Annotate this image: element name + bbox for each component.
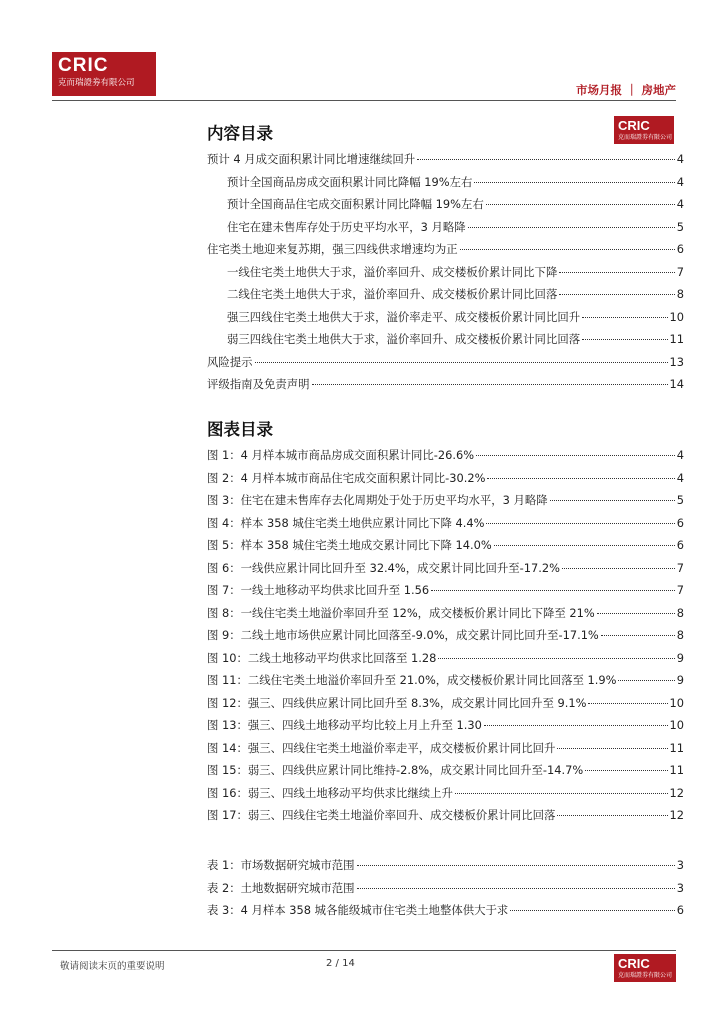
entry-page: 9 [676,673,684,687]
figure-entry[interactable] [207,467,684,490]
figure-entry[interactable] [207,444,684,467]
entry-title: 图 8：一线住宅类土地溢价率回升至 12%，成交楼板价累计同比下降至 21% [207,605,595,620]
entry-page: 4 [676,197,684,211]
entry-title: 图 5：样本 358 城住宅类土地成交累计同比下降 14.0% [207,538,492,552]
toc-entry[interactable] [207,171,684,194]
entry-page: 14 [669,377,684,391]
entry-title: 图 2：4 月样本城市商品住宅成交面积累计同比-30.2% [207,470,486,485]
entry-page: 6 [676,515,684,530]
figure-entry[interactable] [207,624,684,647]
figure-entry[interactable] [207,737,684,760]
contents-list [207,148,684,396]
page-number: 2 / 14 [326,958,355,969]
logo-brand: CRIC [618,956,650,971]
dot-leader [510,910,674,911]
entry-title: 图 12：强三、四线供应累计同比回升至 8.3%，成交累计同比回升至 9.1% [207,695,587,710]
toc-entry[interactable] [207,306,684,329]
dot-leader [557,815,667,816]
figure-entry[interactable] [207,714,684,737]
dot-leader [582,317,667,318]
footer-logo [614,954,676,982]
entry-title: 图 11：二线住宅类土地溢价率回升至 21.0%，成交楼板价累计同比回落至 1.9% [207,673,617,687]
dot-leader [486,523,674,524]
figure-entry[interactable] [207,782,684,805]
dot-leader [557,748,667,749]
figure-entry[interactable] [207,759,684,782]
entry-title: 图 6：一线供应累计同比回升至 32.4%，成交累计同比回升至-17.2% [207,560,560,575]
dot-leader [357,888,675,889]
dot-leader [312,384,668,385]
entry-page: 8 [676,628,684,642]
dot-leader [585,770,667,771]
toc-entry[interactable] [207,373,684,396]
entry-title: 图 10：二线土地移动平均供求比回落至 1.28 [207,650,437,665]
header-tag: 市场月报 ｜ 房地产 [575,83,676,97]
entry-page: 6 [676,242,684,256]
dot-leader [417,159,675,160]
dot-leader [455,793,668,794]
toc-entry[interactable] [207,238,684,261]
figure-entry[interactable] [207,669,684,692]
entry-page: 4 [676,174,684,189]
dot-leader [588,703,667,704]
footer-divider [52,950,676,951]
figure-entry[interactable] [207,534,684,557]
entry-page: 7 [676,264,684,279]
figure-entry[interactable] [207,489,684,512]
entry-title: 弱三四线住宅类土地供大于求，溢价率回升、成交楼板价累计同比回落 [227,332,581,346]
dot-leader [559,272,674,273]
entry-title: 图 4：样本 358 城住宅类土地供应累计同比下降 4.4% [207,515,485,530]
dot-leader [255,362,668,363]
entry-title: 评级指南及免责声明 [207,377,310,391]
footer-note: 敬请阅读末页的重要说明 [60,961,165,972]
logo-company: 克而瑞證劵有限公司 [618,134,673,141]
entry-page: 6 [676,538,684,552]
entry-page: 12 [669,808,684,822]
tables-list [207,854,684,922]
dot-leader [562,568,675,569]
figure-entry[interactable] [207,512,684,535]
entry-page: 3 [676,880,684,895]
entry-title: 图 13：强三、四线土地移动平均比较上月上升至 1.30 [207,718,482,732]
entry-page: 4 [676,448,684,462]
dot-leader [582,339,667,340]
dot-leader [487,478,674,479]
table-entry[interactable] [207,899,684,922]
toc-entry[interactable] [207,216,684,239]
entry-title: 预计全国商品房成交面积累计同比降幅 19%左右 [227,174,473,189]
figures-title: 图表目录 [207,420,273,439]
figure-entry[interactable] [207,804,684,827]
entry-page: 8 [676,287,684,301]
entry-page: 5 [676,493,684,507]
figure-entry[interactable] [207,692,684,715]
header-divider [52,100,676,101]
entry-title: 住宅在建未售库存处于历史平均水平，3 月略降 [227,219,466,234]
entry-title: 图 15：弱三、四线供应累计同比维持-2.8%，成交累计同比回升至-14.7% [207,763,584,777]
entry-title: 预计全国商品住宅成交面积累计同比降幅 19%左右 [227,197,484,211]
toc-entry[interactable] [207,283,684,306]
logo-brand: CRIC [58,55,109,76]
dot-leader [476,455,675,456]
dot-leader [438,658,674,659]
entry-page: 13 [669,354,684,369]
entry-title: 图 1：4 月样本城市商品房成交面积累计同比-26.6% [207,448,475,462]
entry-title: 表 3：4 月样本 358 城各能级城市住宅类土地整体供大于求 [207,903,509,917]
entry-title: 预计 4 月成交面积累计同比增速继续回升 [207,152,416,166]
entry-title: 表 2：土地数据研究城市范围 [207,880,355,895]
entry-page: 11 [669,740,684,755]
entry-title: 图 9：二线土地市场供应累计同比回落至-9.0%，成交累计同比回升至-17.1% [207,628,599,642]
figures-list [207,444,684,827]
toc-entry[interactable] [207,261,684,284]
entry-title: 图 3：住宅在建未售库存去化周期处于处于历史平均水平，3 月略降 [207,493,548,507]
dot-leader [484,725,668,726]
entry-page: 11 [669,763,684,777]
entry-page: 9 [676,650,684,665]
entry-page: 4 [676,470,684,485]
dot-leader [597,613,675,614]
table-entry[interactable] [207,854,684,877]
entry-page: 8 [676,605,684,620]
entry-title: 风险提示 [207,354,253,369]
toc-entry[interactable] [207,328,684,351]
dot-leader [357,865,675,866]
dot-leader [431,590,675,591]
entry-title: 图 14：强三、四线住宅类土地溢价率走平，成交楼板价累计同比回升 [207,740,556,755]
entry-title: 图 16：弱三、四线土地移动平均供求比继续上升 [207,785,453,800]
table-entry[interactable] [207,877,684,900]
dot-leader [486,204,675,205]
entry-page: 3 [676,858,684,872]
contents-title: 内容目录 [207,124,273,143]
entry-title: 表 1：市场数据研究城市范围 [207,858,355,872]
entry-page: 12 [669,785,684,800]
entry-page: 11 [669,332,684,346]
figure-entry[interactable] [207,557,684,580]
company-logo [52,52,156,96]
dot-leader [559,294,674,295]
figure-entry[interactable] [207,647,684,670]
entry-title: 二线住宅类土地供大于求，溢价率回升、成交楼板价累计同比回落 [227,287,558,301]
entry-title: 图 7：一线土地移动平均供求比回升至 1.56 [207,583,430,597]
dot-leader [618,680,674,681]
dot-leader [474,182,674,183]
dot-leader [468,227,675,228]
entry-page: 7 [676,560,684,575]
entry-page: 7 [676,583,684,597]
dot-leader [494,545,675,546]
toc-entry[interactable] [207,148,684,171]
logo-company: 克而瑞證劵有限公司 [58,78,135,88]
entry-title: 图 17：弱三、四线住宅类土地溢价率回升、成交楼板价累计同比回落 [207,808,556,822]
entry-page: 10 [669,718,684,732]
logo-company: 克而瑞證劵有限公司 [618,972,673,979]
dot-leader [601,635,675,636]
entry-title: 住宅类土地迎来复苏期，强三四线供求增速均为正 [207,242,458,256]
entry-page: 10 [669,309,684,324]
toc-entry[interactable] [207,351,684,374]
figure-entry[interactable] [207,579,684,602]
dot-leader [550,500,675,501]
figure-entry[interactable] [207,602,684,625]
entry-page: 6 [676,903,684,917]
section-logo [614,116,674,144]
entry-page: 4 [676,152,684,166]
logo-brand: CRIC [618,118,650,133]
entry-title: 强三四线住宅类土地供大于求，溢价率走平、成交楼板价累计同比回升 [227,309,581,324]
dot-leader [460,249,675,250]
toc-entry[interactable] [207,193,684,216]
entry-page: 5 [676,219,684,234]
entry-page: 10 [669,695,684,710]
entry-title: 一线住宅类土地供大于求，溢价率回升、成交楼板价累计同比下降 [227,264,558,279]
